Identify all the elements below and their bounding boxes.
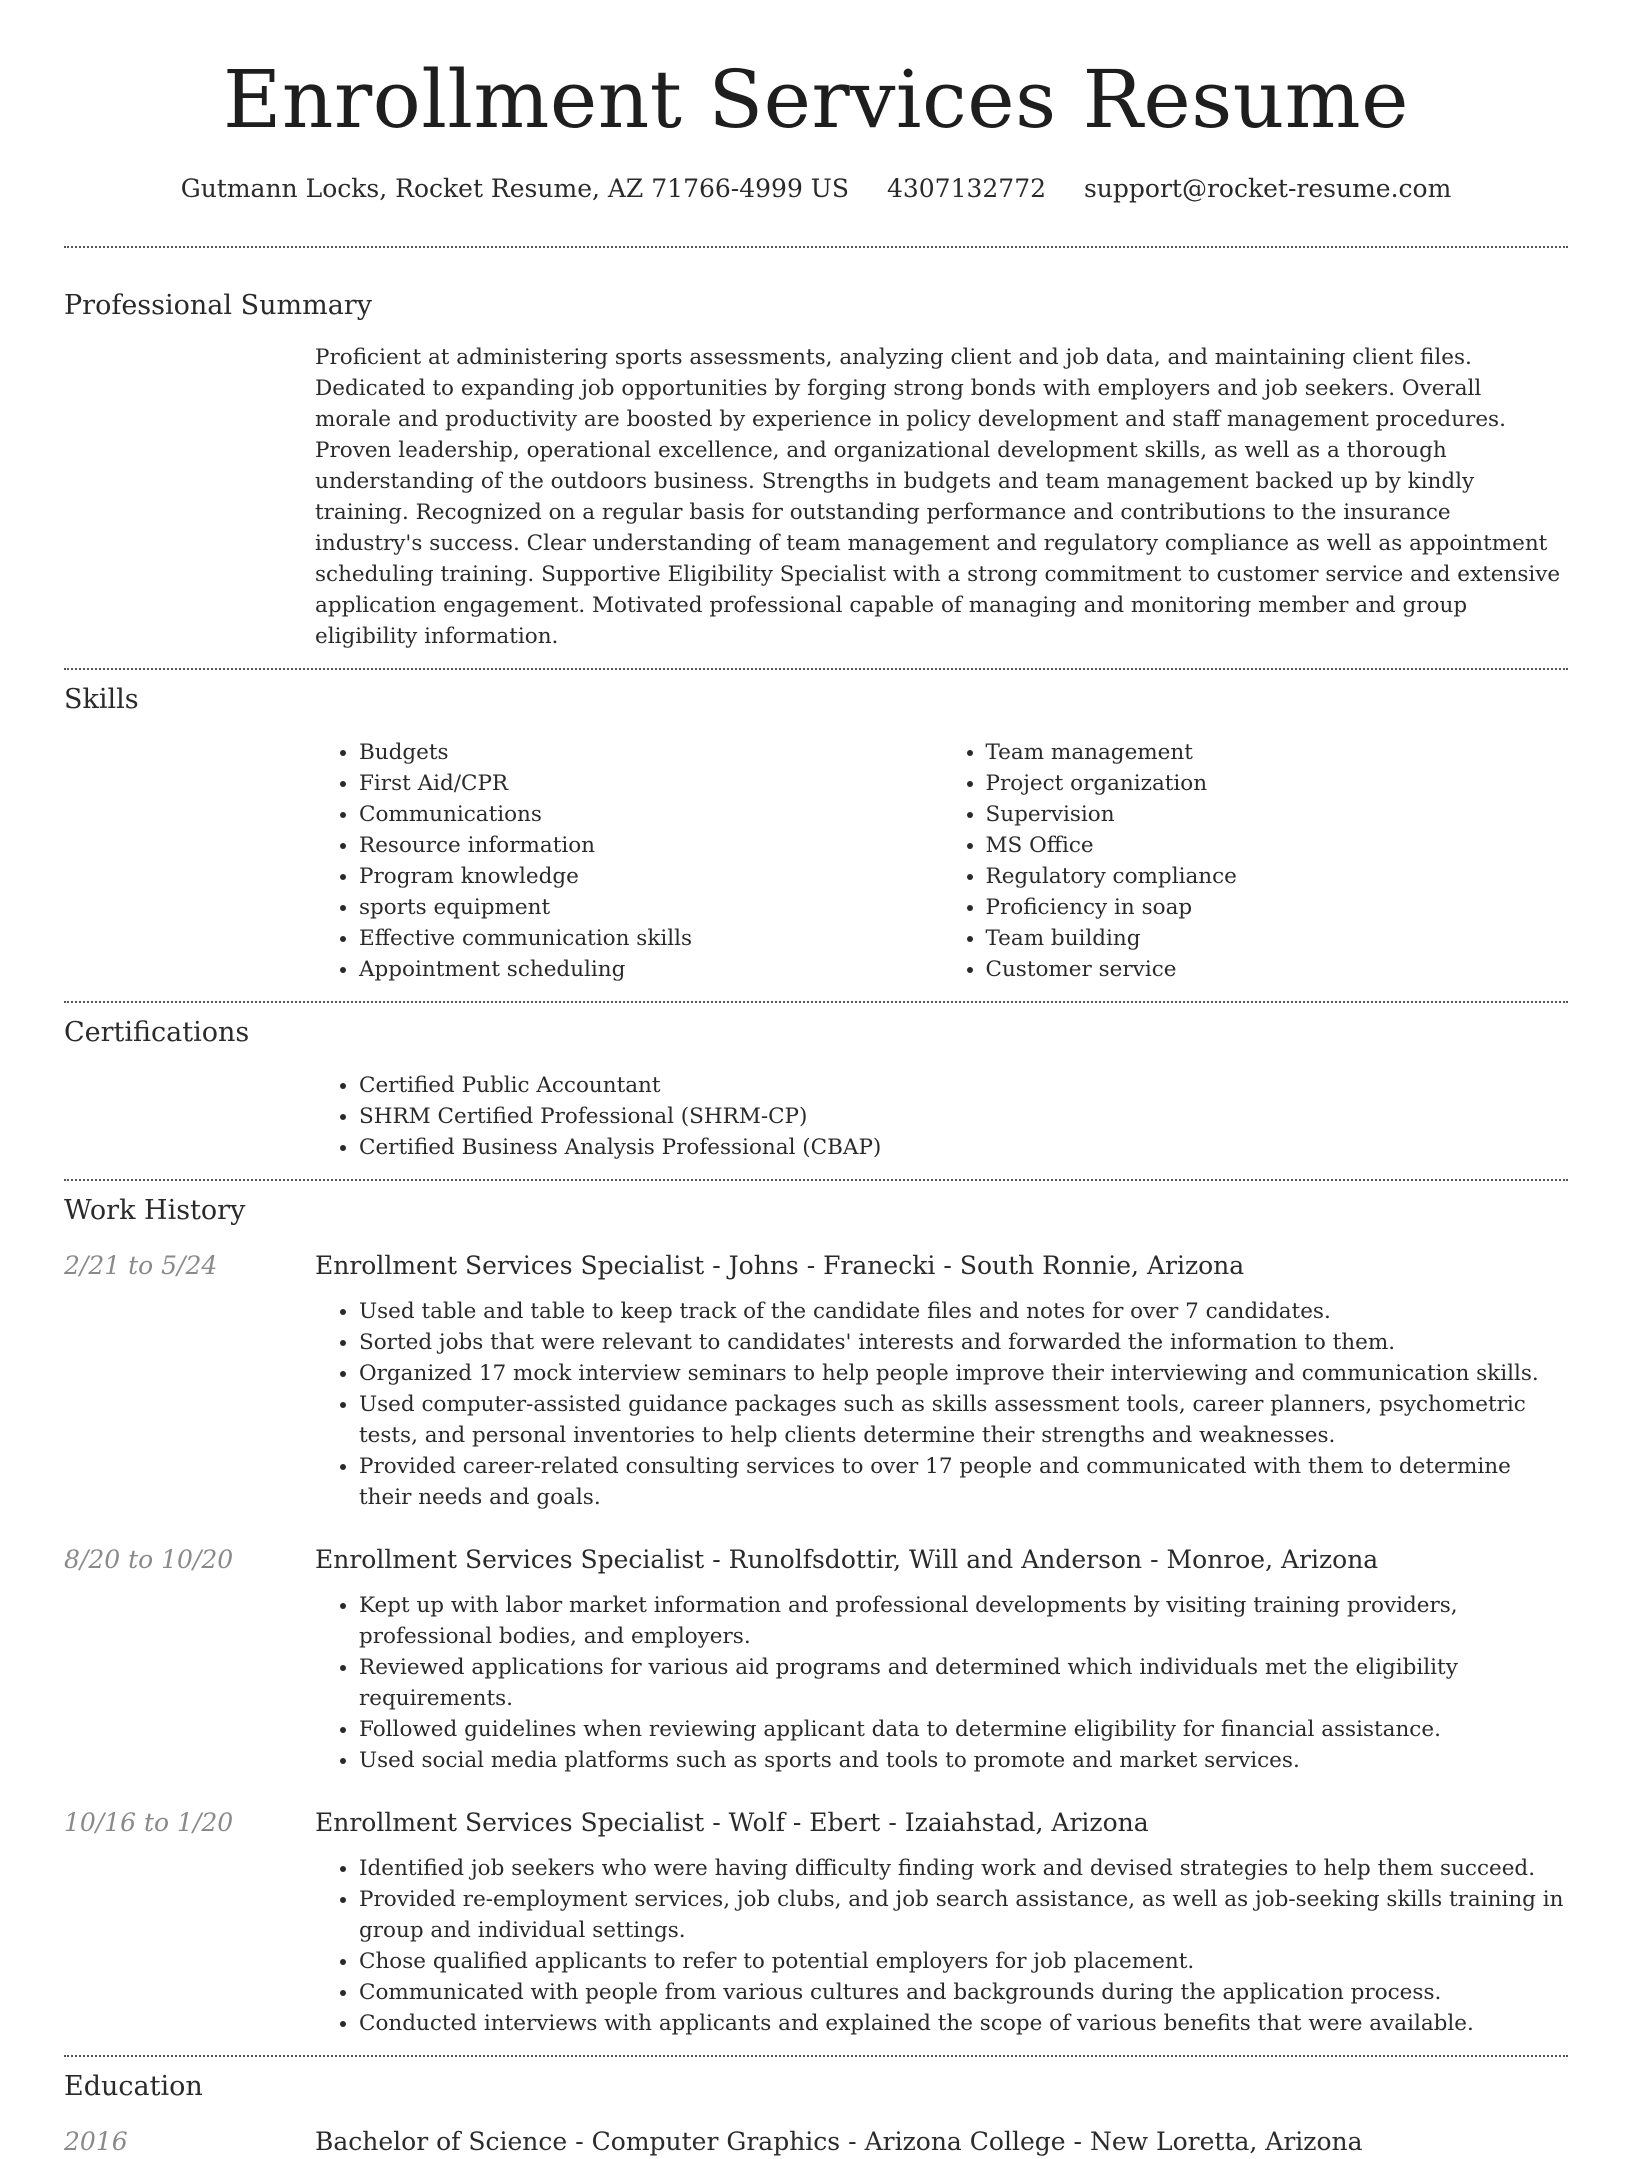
job-bullet: • Followed guidelines when reviewing applicant data to determine eligibility for financial assistance. bbox=[359, 1714, 1568, 1745]
education-entries bbox=[64, 2125, 1568, 2159]
work-section bbox=[64, 1193, 1568, 2039]
skill-item: • Supervision bbox=[986, 799, 1569, 830]
job-separator: - bbox=[943, 1251, 952, 1280]
resume-page bbox=[64, 0, 1568, 2159]
education-school: Arizona College bbox=[864, 2127, 1066, 2156]
resume-title: Enrollment Services Resume bbox=[223, 53, 1409, 146]
education-header bbox=[315, 2125, 1568, 2159]
job-separator: - bbox=[712, 1545, 721, 1574]
skill-item: • Proficiency in soap bbox=[986, 892, 1569, 923]
job-date: 2/21 to 5/24 bbox=[64, 1251, 218, 1280]
contact-phone: 4307132772 bbox=[886, 174, 1047, 203]
job-title: Enrollment Services Specialist bbox=[315, 1251, 705, 1280]
skill-item: • Budgets bbox=[359, 737, 942, 768]
job-header bbox=[315, 1249, 1568, 1283]
skills-heading: Skills bbox=[64, 684, 139, 715]
job-bullet: • Provided career-related consulting services to over 17 people and communicated with them to determine their needs and goals. bbox=[359, 1451, 1568, 1513]
job-bullet: • Chose qualified applicants to refer to potential employers for job placement. bbox=[359, 1946, 1568, 1977]
certifications-content bbox=[315, 1070, 1568, 1163]
skills-section bbox=[64, 682, 1568, 985]
job-bullet: • Kept up with labor market information and professional developments by visiting training providers, professional bodies, and employers. bbox=[359, 1590, 1568, 1652]
certifications-list bbox=[315, 1070, 1568, 1163]
skill-item: • Team management bbox=[986, 737, 1569, 768]
education-field: Computer Graphics bbox=[591, 2127, 841, 2156]
education-heading: Education bbox=[64, 2071, 203, 2102]
job-company: Runolfsdottir, Will and Anderson bbox=[728, 1545, 1143, 1574]
education-date: 2016 bbox=[64, 2127, 128, 2156]
summary-heading: Professional Summary bbox=[64, 290, 372, 321]
job-date: 8/20 to 10/20 bbox=[64, 1545, 234, 1574]
skill-item: • Communications bbox=[359, 799, 942, 830]
skill-item: • Team building bbox=[986, 923, 1569, 954]
job-bullet: • Organized 17 mock interview seminars to help people improve their interviewing and communication skills. bbox=[359, 1358, 1568, 1389]
contact-line bbox=[64, 172, 1568, 206]
work-jobs bbox=[64, 1249, 1568, 2039]
certifications-section bbox=[64, 1015, 1568, 1163]
job-company: Johns - Franecki bbox=[728, 1251, 936, 1280]
job-separator: - bbox=[712, 1251, 721, 1280]
job-entry bbox=[64, 1543, 1568, 1776]
job-header bbox=[315, 1543, 1568, 1577]
job-entry bbox=[64, 1249, 1568, 1513]
section-divider bbox=[64, 668, 1568, 670]
contact-address: Gutmann Locks, Rocket Resume, AZ 71766-4999 US bbox=[180, 174, 849, 203]
skill-item: • Program knowledge bbox=[359, 861, 942, 892]
skill-item: • Customer service bbox=[986, 954, 1569, 985]
job-bullet: • Provided re-employment services, job clubs, and job search assistance, as well as job-seeking skills training in group and individual settings. bbox=[359, 1884, 1568, 1946]
summary-section bbox=[64, 288, 1568, 652]
work-heading: Work History bbox=[64, 1195, 246, 1226]
skill-item: • Project organization bbox=[986, 768, 1569, 799]
job-separator: - bbox=[1150, 1545, 1159, 1574]
job-bullet: • Used table and table to keep track of the candidate files and notes for over 7 candidates. bbox=[359, 1296, 1568, 1327]
certifications-heading: Certifications bbox=[64, 1017, 250, 1048]
job-separator: - bbox=[712, 1808, 721, 1837]
job-bullets bbox=[315, 1296, 1568, 1513]
job-title: Enrollment Services Specialist bbox=[315, 1545, 705, 1574]
education-section bbox=[64, 2069, 1568, 2159]
skill-item: • Resource information bbox=[359, 830, 942, 861]
skill-item: • MS Office bbox=[986, 830, 1569, 861]
job-bullet: • Identified job seekers who were having difficulty finding work and devised strategies to help them succeed. bbox=[359, 1853, 1568, 1884]
summary-text: Proficient at administering sports assessments, analyzing client and job data, and maintaining client files. Dedicated to expanding job opportunities by forging strong bonds with employers and job seekers. Overall morale and productivity are boosted by experience in policy development and staff management procedures. Proven leadership, operational excellence, and organizational development skills, as well as a thorough understanding of the outdoors business. Strengths in budgets and team management backed up by kindly training. Recognized on a regular basis for outstanding performance and contributions to the insurance industry's success. Clear understanding of team management and regulatory compliance as well as appointment scheduling training. Supportive Eligibility Specialist with a strong commitment to customer service and extensive application engagement. Motivated professional capable of managing and monitoring member and group eligibility information. bbox=[315, 345, 1561, 649]
job-company: Wolf - Ebert bbox=[728, 1808, 881, 1837]
job-entry bbox=[64, 1806, 1568, 2039]
job-bullets bbox=[315, 1590, 1568, 1776]
skill-item: • Effective communication skills bbox=[359, 923, 942, 954]
job-header bbox=[315, 1806, 1568, 1840]
job-location: South Ronnie, Arizona bbox=[959, 1251, 1245, 1280]
certification-item: • SHRM Certified Professional (SHRM-CP) bbox=[359, 1101, 1568, 1132]
education-degree: Bachelor of Science bbox=[315, 2127, 568, 2156]
education-separator: - bbox=[1073, 2127, 1082, 2156]
section-divider bbox=[64, 1179, 1568, 1181]
job-bullet: • Sorted jobs that were relevant to candidates' interests and forwarded the information to them. bbox=[359, 1327, 1568, 1358]
section-divider bbox=[64, 2055, 1568, 2057]
skill-item: • Regulatory compliance bbox=[986, 861, 1569, 892]
job-bullets bbox=[315, 1853, 1568, 2039]
skills-columns bbox=[315, 737, 1568, 985]
certification-item: • Certified Public Accountant bbox=[359, 1070, 1568, 1101]
skill-item: • First Aid/CPR bbox=[359, 768, 942, 799]
skills-list-left bbox=[315, 737, 942, 985]
skill-item: • sports equipment bbox=[359, 892, 942, 923]
education-entry bbox=[64, 2125, 1568, 2159]
education-location: New Loretta, Arizona bbox=[1090, 2127, 1363, 2156]
job-bullet: • Used computer-assisted guidance packages such as skills assessment tools, career planners, psychometric tests, and personal inventories to help clients determine their strengths and weaknesses. bbox=[359, 1389, 1568, 1451]
job-date: 10/16 to 1/20 bbox=[64, 1808, 234, 1837]
education-separator: - bbox=[575, 2127, 584, 2156]
certification-item: • Certified Business Analysis Professional (CBAP) bbox=[359, 1132, 1568, 1163]
job-bullet: • Conducted interviews with applicants and explained the scope of various benefits that were available. bbox=[359, 2008, 1568, 2039]
job-bullet: • Reviewed applications for various aid programs and determined which individuals met the eligibility requirements. bbox=[359, 1652, 1568, 1714]
job-bullet: • Communicated with people from various cultures and backgrounds during the application process. bbox=[359, 1977, 1568, 2008]
job-separator: - bbox=[888, 1808, 897, 1837]
section-divider bbox=[64, 246, 1568, 248]
skills-list-right bbox=[942, 737, 1569, 985]
contact-email: support@rocket-resume.com bbox=[1083, 174, 1452, 203]
skill-item: • Appointment scheduling bbox=[359, 954, 942, 985]
education-separator: - bbox=[848, 2127, 857, 2156]
job-title: Enrollment Services Specialist bbox=[315, 1808, 705, 1837]
job-bullet: • Used social media platforms such as sports and tools to promote and market services. bbox=[359, 1745, 1568, 1776]
job-location: Izaiahstad, Arizona bbox=[904, 1808, 1149, 1837]
section-divider bbox=[64, 1001, 1568, 1003]
job-location: Monroe, Arizona bbox=[1166, 1545, 1379, 1574]
